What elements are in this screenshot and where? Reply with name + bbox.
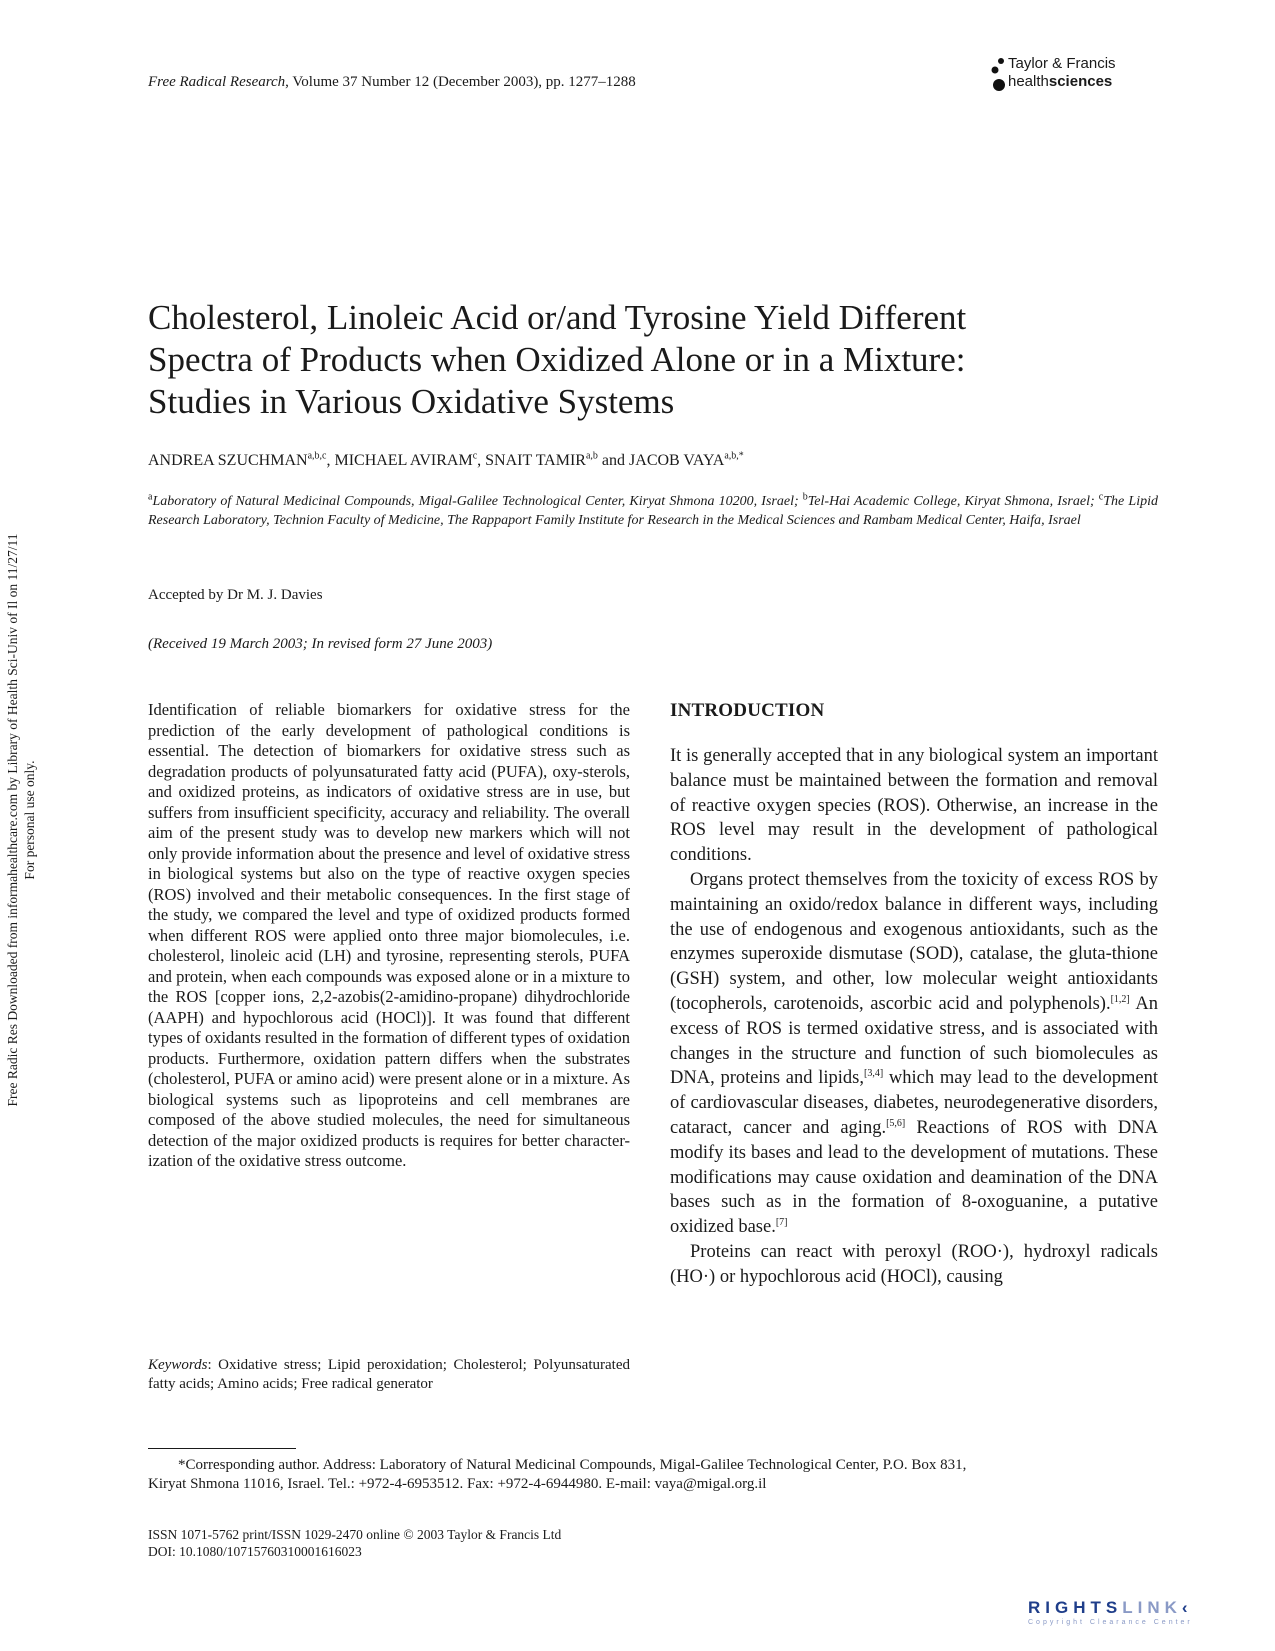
footnote-line2: Kiryat Shmona 11016, Israel. Tel.: +972-4-6953512. Fax: +972-4-6944980. E-mail: vaya@migal.org.il [148, 1476, 767, 1492]
keywords-label: Keywords [148, 1357, 208, 1373]
intro-p2-text: An excess of ROS is termed oxidative stress, and is associated with changes in the structure and function of such biomolecules as DNA, proteins and lipids, [670, 993, 1158, 1089]
issn-doi [148, 1526, 561, 1560]
intro-paragraph-2 [670, 868, 1158, 1240]
author-affil-sup: a,b,c [307, 450, 327, 462]
rightslink-dark: RIGHTS [1028, 1598, 1123, 1617]
citation-ref: [7] [775, 1216, 788, 1228]
rightslink-wordmark [1028, 1598, 1258, 1618]
keywords [148, 1356, 630, 1394]
intro-paragraph-3: Proteins can react with peroxyl (ROO·), hydroxyl radicals (HO·) or hypochlorous acid (HOCl), causing [670, 1241, 1158, 1287]
journal-citation [148, 74, 636, 91]
journal-details: , Volume 37 Number 12 (December 2003), pp. 1277–1288 [285, 74, 636, 90]
side-note-line1: Free Radic Res Downloaded from informahealthcare.com by Library of Health Sci-Univ of Il on 11/27/11 [5, 533, 20, 1107]
publisher-name: Taylor & Francis [1008, 55, 1116, 72]
publisher-logo [1008, 55, 1168, 91]
introduction-section [670, 700, 1158, 1290]
download-side-note [4, 460, 38, 1180]
affil-c-sup: c [1098, 491, 1104, 503]
intro-p2-text: Reactions of ROS with DNA modify its bases and lead to the development of mutations. These modifications may cause oxidation and deamination of the DNA bases such as in the formation of 8-oxoguanine, a putative oxidized base. [670, 1117, 1158, 1238]
author-separator: , [326, 452, 335, 469]
rightslink-light: LINK [1122, 1598, 1182, 1617]
corresponding-author-footnote [148, 1456, 1158, 1494]
title-line2: Spectra of Products when Oxidized Alone or in a Mixture: [148, 340, 966, 379]
doi-line: DOI: 10.1080/10715760310001616023 [148, 1544, 362, 1559]
publisher-health: health [1008, 73, 1049, 90]
author-name: SNAIT TAMIR [485, 452, 586, 469]
author-affil-sup: c [472, 450, 478, 462]
publisher-sciences: sciences [1048, 73, 1113, 90]
author-separator: and [597, 452, 630, 469]
article-title [148, 297, 1158, 423]
affil-b-sup: b [802, 491, 808, 503]
affil-a-text: Laboratory of Natural Medicinal Compounds, Migal-Galilee Technological Center, Kiryat Shmona 10200, Israel; [152, 494, 803, 509]
publisher-division [1008, 73, 1168, 91]
author-name: MICHAEL AVIRAM [334, 452, 473, 469]
rightslink-subtitle: Copyright Clearance Center [1028, 1619, 1193, 1626]
footnote-line1: *Corresponding author. Address: Laboratory of Natural Medicinal Compounds, Migal-Galilee Technological Center, P.O. Box 831, [178, 1457, 967, 1473]
introduction-heading: INTRODUCTION [670, 700, 825, 721]
intro-p2-text: which may lead to the development of cardiovascular diseases, diabetes, neurodegenerative disorders, cataract, cancer and aging. [670, 1068, 1159, 1138]
citation-ref: [5,6] [886, 1117, 906, 1129]
side-note-line2: For personal use only. [22, 760, 37, 880]
author-affil-sup: a,b,* [724, 450, 744, 462]
keywords-text: : Oxidative stress; Lipid peroxidation; Cholesterol; Polyunsaturated fatty acids; Amino acids; Free radical generator [148, 1357, 630, 1392]
abstract: Identification of reliable biomarkers for oxidative stress for the prediction of the early development of pathological conditions is essential. The detection of biomarkers for oxidative stress such as degradation products of polyunsaturated fatty acid (PUFA), oxy-sterols, and oxidized proteins, as indicators of oxidative stress are in use, but suffers from insufficient specificity, accuracy and reliability. The overall aim of the present study was to develop new markers which will not only provide information about the presence and level of oxidative stress in biological systems but also on the type of reactive oxygen species (ROS) involved and their metabolic consequences. In the first stage of the study, we compared the level and type of oxidized products formed when different ROS were applied onto three major biomolecules, i.e. cholesterol, linoleic acid (LH) and tyrosine, representing sterols, PUFA and protein, when each compounds was exposed alone or in a mixture to the ROS [copper ions, 2,2-azobis(2-amidino-propane) dihydrochloride (AAPH) and hypochlorous acid (HOCl)]. It was found that different types of oxidants resulted in the formation of different types of oxidation products. Furthermore, oxidation pattern differs when the substrates (cholesterol, PUFA or amino acid) were present alone or in a mixture. As biological systems such as lipoproteins and cell membranes are composed of the above studied molecules, the need for simultaneous detection of the major oxidized products is requires for better character-ization of the oxidative stress outcome. [148, 700, 630, 1170]
intro-p2-text: Organs protect themselves from the toxicity of excess ROS by maintaining an oxido/redox balance in different ways, including the use of endogenous and exogenous antioxidants, such as the enzymes superoxide dismutase (SOD), catalase, the gluta-thione (GSH) system, and other, low molecular weight antioxidants (tocopherols, carotenoids, ascorbic acid and polyphenols). [670, 869, 1158, 1014]
affil-a-sup: a [148, 491, 153, 503]
affil-b-text: Tel-Hai Academic College, Kiryat Shmona, Israel; [807, 494, 1099, 509]
issn-line: ISSN 1071-5762 print/ISSN 1029-2470 online © 2003 Taylor & Francis Ltd [148, 1527, 562, 1542]
received-dates: (Received 19 March 2003; In revised form 27 June 2003) [148, 636, 493, 652]
rightslink-arrow-icon: ‹ [1181, 1598, 1193, 1617]
footnote-rule [148, 1448, 296, 1449]
author-list [148, 452, 744, 470]
accepted-by: Accepted by Dr M. J. Davies [148, 587, 323, 603]
intro-paragraph-1: It is generally accepted that in any biological system an important balance must be maintained between the formation and removal of reactive oxygen species (ROS). Otherwise, an increase in the ROS level may result in the development of pathological conditions. [670, 746, 1158, 866]
affil-c-text: The Lipid Research Laboratory, Technion Faculty of Medicine, The Rappaport Family Institute for Research in the Medical Sciences and Rambam Medical Center, Haifa, Israel [148, 494, 1158, 528]
publisher-dots-icon [990, 57, 1006, 93]
title-line1: Cholesterol, Linoleic Acid or/and Tyrosine Yield Different [148, 298, 967, 337]
affiliations [148, 492, 1158, 530]
journal-name: Free Radical Research [148, 74, 286, 90]
author-name: JACOB VAYA [629, 452, 725, 469]
title-line3: Studies in Various Oxidative Systems [148, 382, 675, 421]
rightslink-logo[interactable] [1028, 1598, 1258, 1638]
citation-ref: [3,4] [863, 1068, 884, 1080]
author-name: ANDREA SZUCHMAN [148, 452, 308, 469]
author-separator: , [477, 452, 486, 469]
citation-ref: [1,2] [1110, 993, 1130, 1005]
author-affil-sup: a,b [585, 450, 598, 462]
